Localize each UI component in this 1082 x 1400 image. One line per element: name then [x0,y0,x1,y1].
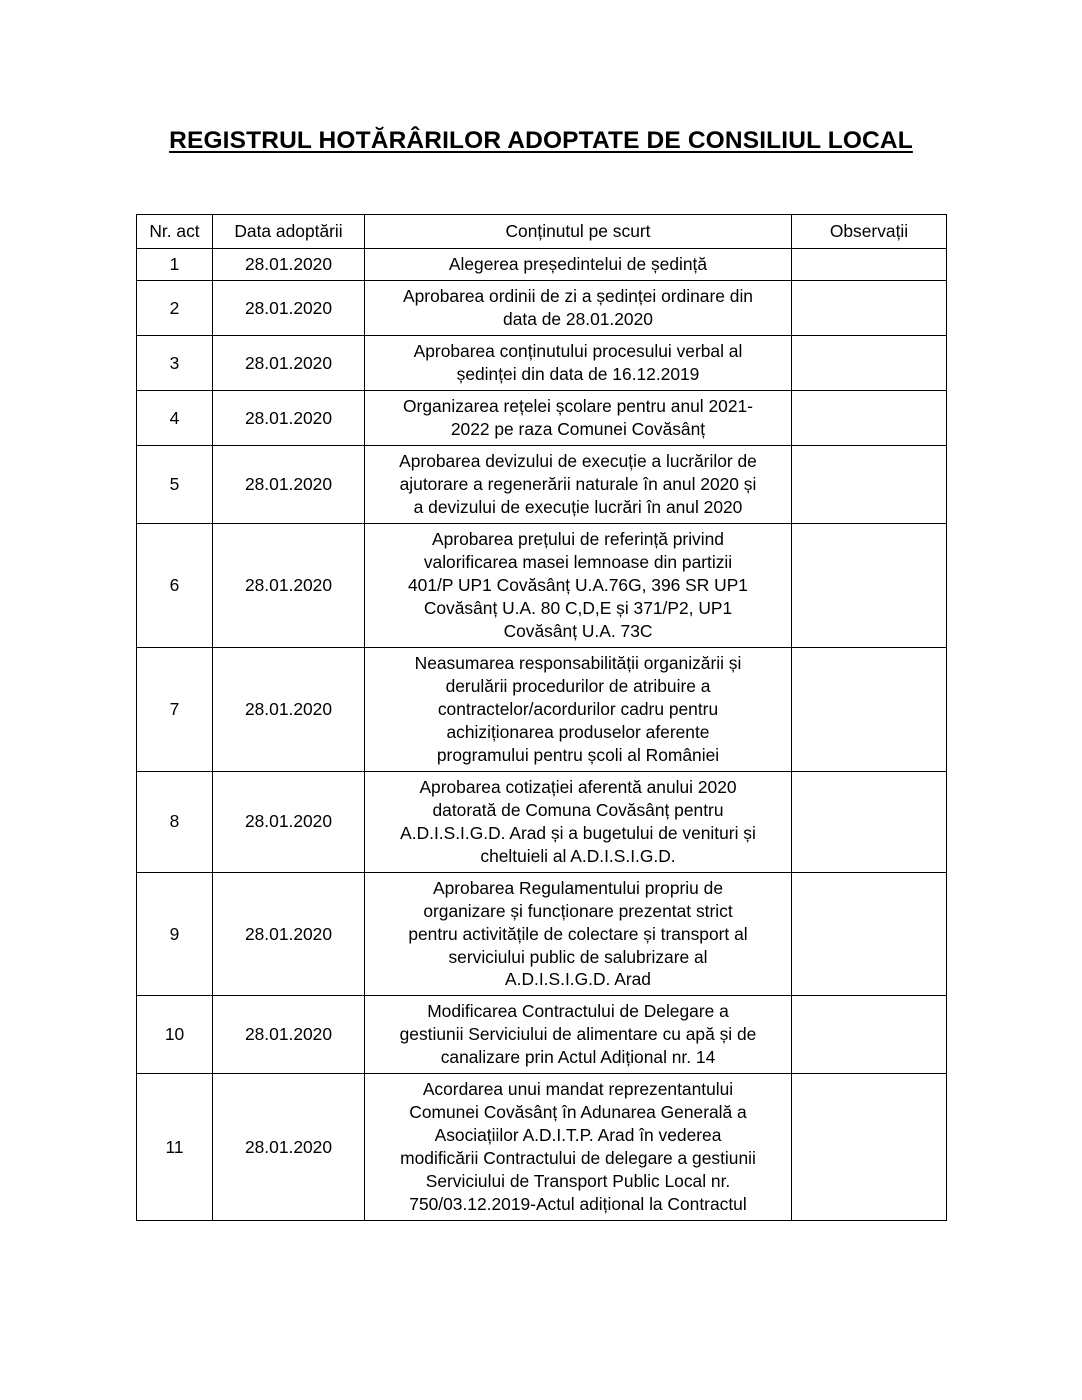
cell-continut [365,771,792,872]
cell-data-adoptarii: 28.01.2020 [213,336,365,391]
continut-line: Aprobarea prețului de referință privind [432,529,724,550]
continut-line: 2022 pe raza Comunei Covăsânț [450,419,706,440]
column-header-data-adoptarii: Data adoptării [213,215,365,249]
registry-table-container [136,155,946,1221]
cell-observatii [792,446,947,524]
continut-line: Aprobarea ordinii de zi a ședinței ordinare din [403,286,753,307]
table-row [137,647,947,771]
cell-observatii [792,281,947,336]
continut-line: Asociațiilor A.D.I.T.P. Arad în vederea [434,1125,722,1146]
cell-continut [365,446,792,524]
continut-line: Neasumarea responsabilității organizării și [414,652,742,673]
continut-line: Aprobarea devizului de execuție a lucrărilor de [399,451,757,472]
table-row [137,281,947,336]
registry-table [136,214,947,1221]
cell-data-adoptarii: 28.01.2020 [213,1074,365,1221]
continut-line: contractelor/acordurilor cadru pentru [437,698,719,719]
cell-observatii [792,771,947,872]
cell-continut [365,524,792,648]
continut-line: serviciului public de salubrizare al [448,946,708,967]
continut-line: organizare și funcționare prezentat strict [423,900,733,921]
continut-line: A.D.I.S.I.G.D. Arad [505,969,651,990]
continut-line: Comunei Covăsânț în Adunarea Generală a [409,1102,747,1123]
table-header [137,215,947,249]
cell-nr-act: 2 [137,281,213,336]
continut-line: derulării procedurilor de atribuire a [445,675,711,696]
continut-line: Modificarea Contractului de Delegare a [427,1001,729,1022]
cell-data-adoptarii: 28.01.2020 [213,647,365,771]
cell-nr-act: 3 [137,336,213,391]
cell-nr-act: 5 [137,446,213,524]
cell-data-adoptarii: 28.01.2020 [213,281,365,336]
continut-line: modificării Contractului de delegare a gestiunii [400,1148,756,1169]
cell-observatii [792,647,947,771]
continut-line: programului pentru școli al României [436,744,720,765]
cell-nr-act: 8 [137,771,213,872]
continut-line: gestiunii Serviciului de alimentare cu apă și de [399,1024,757,1045]
table-row [137,249,947,281]
column-header-continut: Conținutul pe scurt [365,215,792,249]
continut-line: data de 28.01.2020 [503,309,653,330]
continut-line: 401/P UP1 Covăsânț U.A.76G, 396 SR UP1 [408,574,748,595]
table-row [137,446,947,524]
continut-line: A.D.I.S.I.G.D. Arad și a bugetului de venituri și [400,822,756,843]
cell-nr-act: 11 [137,1074,213,1221]
continut-line: Organizarea rețelei școlare pentru anul 2021- [403,396,753,417]
cell-data-adoptarii: 28.01.2020 [213,524,365,648]
table-row [137,771,947,872]
cell-nr-act: 1 [137,249,213,281]
continut-line: ajutorare a regenerării naturale în anul 2020 și [399,474,757,495]
cell-continut [365,1074,792,1221]
table-row [137,391,947,446]
continut-line: a devizului de execuție lucrări în anul 2020 [413,497,743,518]
continut-line: canalizare prin Actul Adițional nr. 14 [440,1047,716,1068]
cell-observatii [792,391,947,446]
continut-line: valorificarea masei lemnoase din partizii [423,552,733,573]
cell-data-adoptarii: 28.01.2020 [213,771,365,872]
cell-data-adoptarii: 28.01.2020 [213,249,365,281]
continut-line: Serviciului de Transport Public Local nr. [425,1171,731,1192]
continut-line: Aprobarea Regulamentului propriu de [432,877,724,898]
continut-line: Covăsânț U.A. 73C [503,620,653,641]
cell-continut [365,996,792,1074]
table-row [137,336,947,391]
continut-line: datorată de Comuna Covăsânț pentru [432,799,724,820]
continut-line: pentru activitățile de colectare și transport al [408,923,748,944]
column-header-nr-act: Nr. act [137,215,213,249]
column-header-observatii: Observații [792,215,947,249]
cell-observatii [792,996,947,1074]
continut-line: Covăsânț U.A. 80 C,D,E și 371/P2, UP1 [423,597,733,618]
cell-observatii [792,249,947,281]
continut-line: 750/03.12.2019-Actul adițional la Contractul [409,1194,747,1215]
continut-line: ședinței din data de 16.12.2019 [456,364,700,385]
cell-data-adoptarii: 28.01.2020 [213,996,365,1074]
cell-continut [365,872,792,996]
cell-nr-act: 9 [137,872,213,996]
cell-data-adoptarii: 28.01.2020 [213,446,365,524]
cell-continut [365,647,792,771]
table-header-row [137,215,947,249]
continut-line: achiziționarea produselor aferente [446,721,710,742]
table-row [137,524,947,648]
table-row [137,872,947,996]
cell-nr-act: 6 [137,524,213,648]
cell-observatii [792,872,947,996]
page-title: REGISTRUL HOTĂRÂRILOR ADOPTATE DE CONSILIUL LOCAL [169,127,913,154]
continut-line: Aprobarea cotizației aferentă anului 2020 [419,776,737,797]
cell-continut [365,281,792,336]
table-row [137,1074,947,1221]
table-row [137,996,947,1074]
table-body [137,249,947,1221]
continut-line: Alegerea președintelui de ședință [448,254,708,275]
cell-nr-act: 7 [137,647,213,771]
cell-observatii [792,336,947,391]
cell-observatii [792,1074,947,1221]
cell-continut [365,249,792,281]
continut-line: Acordarea unui mandat reprezentantului [422,1079,734,1100]
cell-continut [365,336,792,391]
cell-data-adoptarii: 28.01.2020 [213,872,365,996]
continut-line: cheltuieli al A.D.I.S.I.G.D. [480,845,676,866]
cell-observatii [792,524,947,648]
cell-nr-act: 4 [137,391,213,446]
continut-line: Aprobarea conținutului procesului verbal al [413,341,743,362]
cell-continut [365,391,792,446]
cell-nr-act: 10 [137,996,213,1074]
cell-data-adoptarii: 28.01.2020 [213,391,365,446]
